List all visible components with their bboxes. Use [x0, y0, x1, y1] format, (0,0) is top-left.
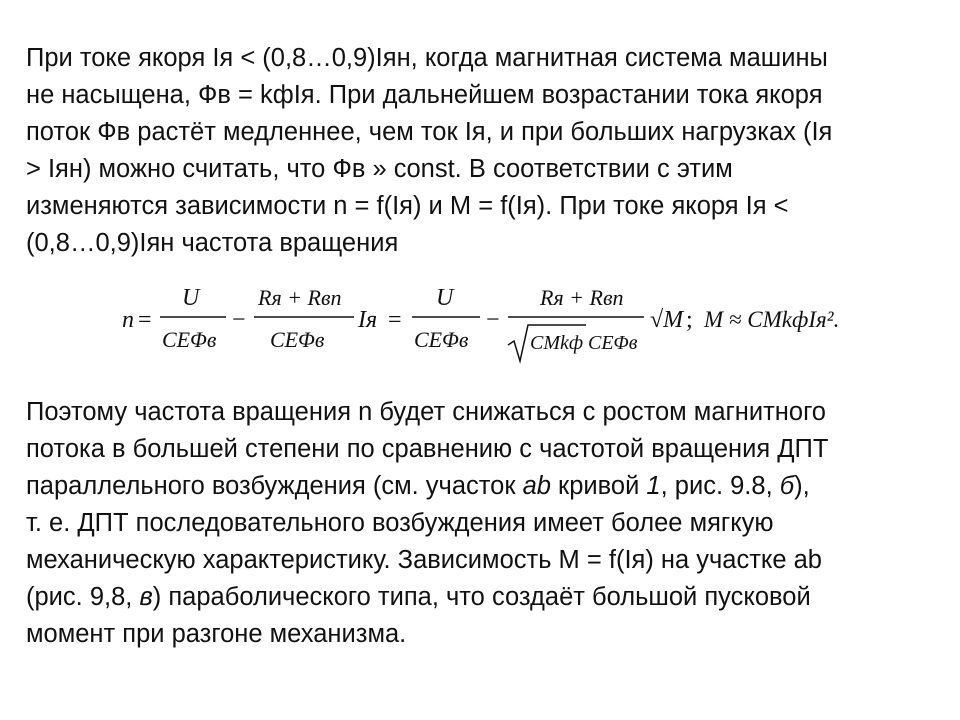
text-line: (0,8…0,9)Iян частота вращения — [26, 229, 399, 257]
formula-torque: M ≈ CMkфIя². — [704, 307, 840, 332]
formula-equals: = — [138, 307, 152, 333]
text-segment: (рис. 9,8, — [26, 583, 140, 611]
formula-n: n — [122, 307, 134, 333]
italic-v: в — [139, 583, 153, 611]
formula-denominator: CEΦв — [414, 327, 469, 352]
text-line: т. е. ДПТ последовательного возбуждения имеет более мягкую — [26, 509, 774, 537]
formula-numerator-u: U — [182, 285, 200, 311]
italic-b: б — [779, 472, 795, 500]
formula-current: Iя — [358, 307, 378, 333]
formula-denominator: CEΦв — [588, 332, 638, 354]
text-line: При токе якоря Iя < (0,8…0,9)Iян, когда магнитная система машины — [26, 44, 828, 72]
text-segment: ) параболического типа, что создаёт большой пусковой — [152, 583, 811, 611]
formula-numerator-u: U — [436, 285, 454, 311]
text-line: не насыщена, Фв = kфIя. При дальнейшем возрастании тока якоря — [26, 81, 823, 109]
italic-ab: ab — [522, 472, 551, 500]
paragraph-conclusion — [26, 394, 938, 653]
formula-semicolon: ; — [686, 307, 693, 333]
text-line — [26, 579, 938, 616]
formula-denominator: CEΦв — [270, 327, 325, 352]
text-line: момент при разгоне механизма. — [26, 620, 407, 648]
text-line: поток Фв растёт медленнее, чем ток Iя, и при больших нагрузках (Iя — [26, 118, 833, 146]
text-line: Поэтому частота вращения n будет снижаться с ростом магнитного — [26, 398, 826, 426]
formula-numerator-r: Rя + Rвп — [258, 285, 342, 310]
formula-numerator-r: Rя + Rвп — [540, 285, 624, 310]
formula-radicand: CMkф — [530, 332, 584, 354]
formula-equals: = — [388, 307, 402, 333]
text-segment: кривой — [550, 472, 647, 500]
text-line: изменяются зависимости n = f(Iя) и M = f(Iя). При токе якоря Iя < — [26, 192, 789, 220]
formula-minus: − — [232, 307, 246, 333]
text-line: механическую характеристику. Зависимость M = f(Iя) на участке ab — [26, 546, 822, 574]
text-segment: параллельного возбуждения (см. участок — [26, 472, 523, 500]
speed-formula — [122, 275, 882, 375]
formula-minus: − — [486, 307, 500, 333]
text-line: потока в большей степени по сравнению с частотой вращения ДПТ — [26, 435, 829, 463]
text-line: > Iян) можно считать, что Фв » const. В соответствии с этим — [26, 155, 733, 183]
formula-denominator: CEΦв — [162, 327, 217, 352]
paragraph-intro — [26, 40, 938, 262]
text-line — [26, 468, 938, 505]
text-segment: , рис. 9.8, — [660, 472, 780, 500]
formula-sqrt-m: √M — [650, 307, 684, 333]
text-segment: ), — [794, 472, 810, 500]
italic-1: 1 — [646, 472, 661, 500]
